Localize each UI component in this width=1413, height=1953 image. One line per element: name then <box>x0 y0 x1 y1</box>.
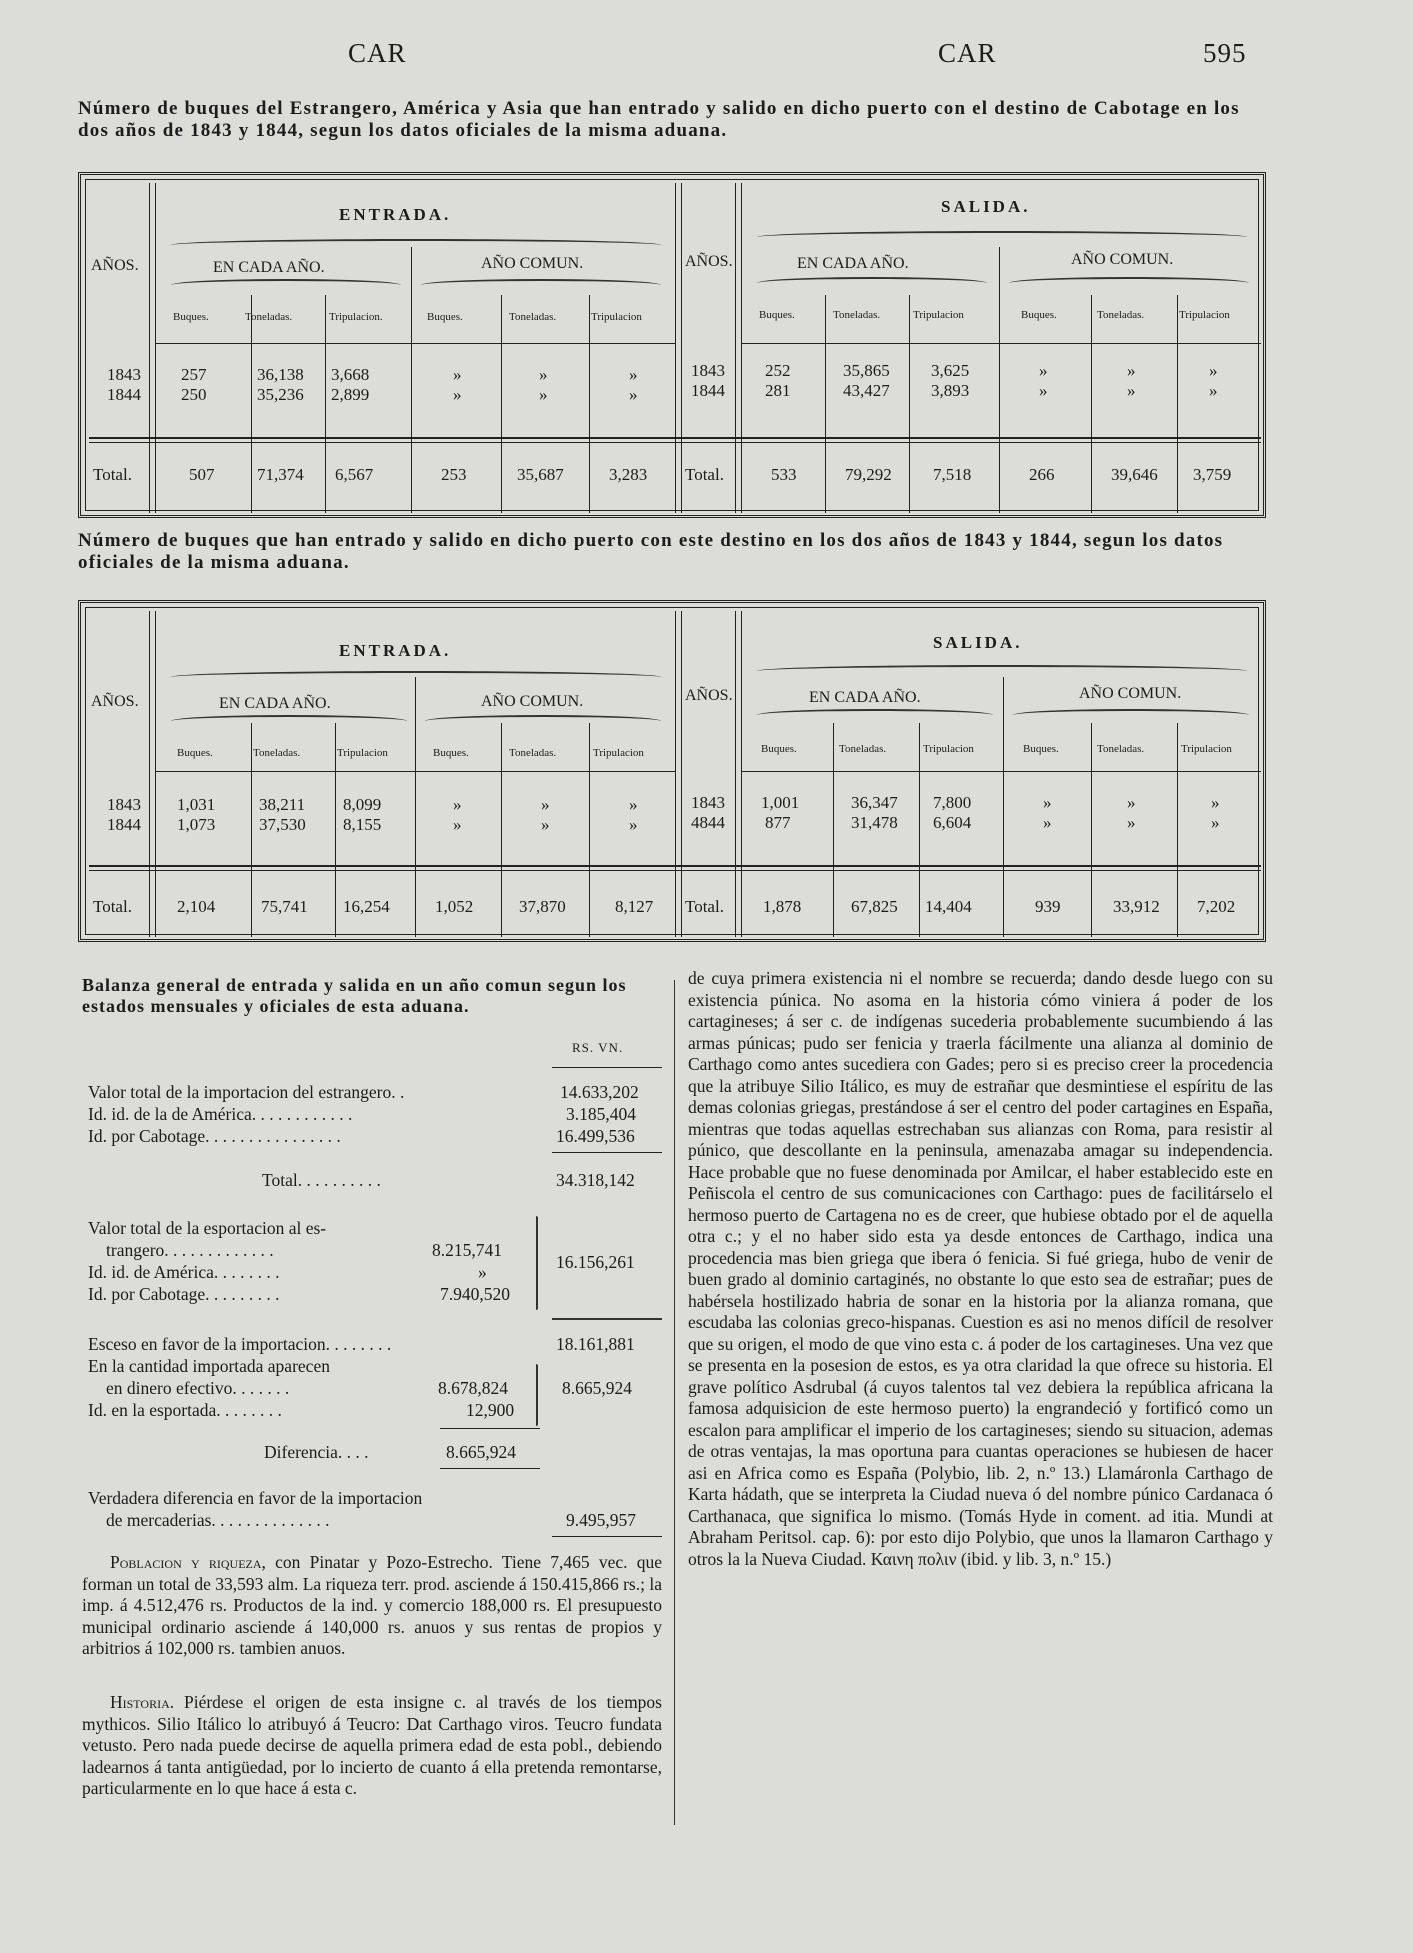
t1-anos-right: AÑOS. <box>685 253 733 270</box>
balanza-unit: RS. VN. <box>572 1040 624 1055</box>
t2-e-cell: » <box>541 795 550 814</box>
t2-e-cell: 8,099 <box>343 795 382 814</box>
t1-e-total: 35,687 <box>517 465 564 484</box>
t2-e-cell: » <box>629 815 638 834</box>
t1-salida-label: SALIDA. <box>941 197 1031 216</box>
t2-e-cell: » <box>541 815 550 834</box>
t2-e-cell: 8,155 <box>343 815 382 834</box>
t1-total-label-right: Total. <box>685 465 724 484</box>
table2-title: Número de buques que han entrado y salido en dicho puerto con este destino en los dos años de 1843 y 1844, segun los datos oficiales de la misma aduana. <box>78 530 1224 573</box>
t1-syear-1: 1843 <box>691 361 725 380</box>
t1-h-trip-4: Tripulacion <box>1179 309 1230 321</box>
t2-year-1: 1843 <box>107 795 141 814</box>
t2-h-trip-4: Tripulacion <box>1181 743 1232 755</box>
t1-e-cell: 36,138 <box>257 365 304 384</box>
exceso-value: 18.161,881 <box>556 1334 635 1354</box>
poblacion-paragraph <box>82 1552 662 1660</box>
t1-e-cell: » <box>539 365 548 384</box>
exp-label-4: Id. por Cabotage. . . . . . . . . <box>88 1284 280 1304</box>
t1-e-total: 6,567 <box>335 465 374 484</box>
t1-s-cell: » <box>1127 361 1136 380</box>
t1-year-1: 1843 <box>107 365 141 384</box>
t2-h-ton-2: Toneladas. <box>509 747 557 759</box>
t1-e-total: 507 <box>189 465 215 484</box>
t2-year-2: 1844 <box>107 815 141 834</box>
t2-e-total: 1,052 <box>435 897 474 916</box>
t2-s-cell: » <box>1127 793 1136 812</box>
t2-e-total: 37,870 <box>519 897 566 916</box>
t1-e-total: 253 <box>441 465 467 484</box>
t2-s-cell: » <box>1211 813 1220 832</box>
t1-h-ton-2: Toneladas. <box>509 311 557 323</box>
t1-e-total: 3,283 <box>609 465 648 484</box>
t2-e-cell: 1,031 <box>177 795 216 814</box>
t2-e-cell: 37,530 <box>259 815 306 834</box>
t1-h-ton-4: Toneladas. <box>1097 309 1145 321</box>
t2-s-cell: 36,347 <box>851 793 898 812</box>
t2-syear-1: 1843 <box>691 793 725 812</box>
t1-e-cell: 35,236 <box>257 385 304 404</box>
page-number: 595 <box>1203 38 1247 68</box>
t1-entrada-label: ENTRADA. <box>339 205 452 224</box>
exp-total: 16.156,261 <box>556 1252 635 1272</box>
t2-h-ton-3: Toneladas. <box>839 743 887 755</box>
t1-e-cell: » <box>629 385 638 404</box>
t1-e-cell: » <box>539 385 548 404</box>
t1-h-ton-3: Toneladas. <box>833 309 881 321</box>
balanza-title: Balanza general de entrada y salida en un año comun segun los estados mensuales y oficiales de esta aduana. <box>82 975 627 1016</box>
t2-e-total: 2,104 <box>177 897 216 916</box>
t1-h-buques-4: Buques. <box>1021 309 1057 321</box>
t1-s-cell: 3,893 <box>931 381 970 400</box>
table1 <box>78 172 1266 518</box>
t2-s-cell: 1,001 <box>761 793 800 812</box>
header-left-word: CAR <box>348 38 407 68</box>
t1-h-buques-3: Buques. <box>759 309 795 321</box>
t2-h-ton-4: Toneladas. <box>1097 743 1145 755</box>
t1-comun-right: AÑO COMUN. <box>1071 251 1174 268</box>
t2-s-cell: 7,800 <box>933 793 972 812</box>
t1-s-cell: 252 <box>765 361 791 380</box>
t2-e-cell: » <box>629 795 638 814</box>
t1-cada-right: EN CADA AÑO. <box>797 255 909 272</box>
t1-s-total: 7,518 <box>933 465 972 484</box>
t1-s-cell: 35,865 <box>843 361 890 380</box>
t1-anos-left: AÑOS. <box>91 257 139 274</box>
diferencia-value: 8.665,924 <box>446 1442 516 1462</box>
t2-entrada-label: ENTRADA. <box>339 641 452 660</box>
t2-e-total: 75,741 <box>261 897 308 916</box>
diferencia-label: Diferencia. . . . <box>264 1442 369 1462</box>
dinero-value-3: 12,900 <box>466 1400 515 1420</box>
t2-s-cell: » <box>1043 793 1052 812</box>
t2-h-ton-1: Toneladas. <box>253 747 301 759</box>
historia-paragraph <box>82 1692 662 1800</box>
t2-h-trip-2: Tripulacion <box>593 747 644 759</box>
t2-h-trip-1: Tripulacion <box>337 747 388 759</box>
t2-s-total: 1,878 <box>763 897 802 916</box>
t2-s-total: 7,202 <box>1197 897 1236 916</box>
t2-total-label-left: Total. <box>93 897 132 916</box>
t2-e-cell: » <box>453 795 462 814</box>
t1-e-cell: 257 <box>181 365 207 384</box>
t2-h-buques-3: Buques. <box>761 743 797 755</box>
verdadera-label-2: de mercaderias. . . . . . . . . . . . . . <box>106 1510 330 1530</box>
t2-comun-right: AÑO COMUN. <box>1079 685 1182 702</box>
t1-e-cell: » <box>629 365 638 384</box>
header-center-word: CAR <box>938 38 997 68</box>
t2-anos-right: AÑOS. <box>685 687 733 704</box>
t2-s-cell: 6,604 <box>933 813 972 832</box>
verdadera-value: 9.495,957 <box>566 1510 636 1530</box>
t1-h-ton-1: Toneladas. <box>245 311 293 323</box>
t2-e-total: 16,254 <box>343 897 390 916</box>
t1-h-buques-1: Buques. <box>173 311 209 323</box>
t2-h-buques-4: Buques. <box>1023 743 1059 755</box>
exp-value-4: 7.940,520 <box>440 1284 510 1304</box>
t1-e-cell: » <box>453 365 462 384</box>
t2-s-cell: » <box>1211 793 1220 812</box>
t2-h-trip-3: Tripulacion <box>923 743 974 755</box>
t1-s-total: 39,646 <box>1111 465 1158 484</box>
t1-s-cell: » <box>1209 381 1218 400</box>
t1-s-cell: » <box>1209 361 1218 380</box>
t1-e-cell: 250 <box>181 385 207 404</box>
right-column-text: de cuya primera existencia ni el nombre se recuerda; dando desde luego con su existencia púnica. No asoma en la historia cómo viniera á poder de los cartagineses; á ser c. de indígenas sucederia probablemente sucumbiendo á las armas púnicas; pudo ser fenicia y traerla fácilmente una alianza al dominio de Carthago como antes sucediera con Gades; pero si es preciso creer la procedencia que la atribuye Silio Itálico, es muy de estrañar que desmintiese el espíritu de las demas colonias griegas, prestándose á ser el centro del poder cartagines en España, mientras que todas aquellas estrechaban sus alianzas con Roma, para resistir al púnico, que descollante en la peninsula, amenazaba amagar su independencia. Hace probable que no fuese denominada por Amilcar, el haber establecido este en Peñiscola el centro de sus comunicaciones con Carthago: pues de facilitárselo el hermoso puerto de Cartagena no es de creer, que hubiese obtado por el de aquella otra c.; y el no haber sido esta ya desde entonces de Carthago, indica una procedencia mas bien griega que ibera ó fenicia. Si fué griega, hubo de venir de buen grado al dominio cartaginés, no obstante lo que esto sea de estrañar; pues de habérsela hostilizado habria de sonar en la historia por la alianza romana, que escudaba las colonias greco-hispanas. Cuestion es asi no menos difícil de resolver que su origen, el modo de que vino esta c. á poder de los cartagineses. Una vez que se presenta en la posesion de estos, es ya otra claridad la que ofrece su historia. El grave político Asdrubal (á cuyos talentos tal vez debiera la república africana la famosa adquisicion de este hermoso puerto) la engrandeció y fortificó como un escalon para amplificar el imperio de los cartagineses; siendo su situacion, ademas de otras ventajas, la mas oportuna para cuantas operaciones se hubiesen de hacer asi en Africa como es España (Polybio, lib. 2, n.º 13.) Llamáronla Carthago de Karta hádath, que se interpreta la Ciudad nueva ó del nombre púnico Cardanaca ó Carthanaca, que significa lo mismo. (Tomás Hyde in coment. ad itia. Mundi at Abraham Peritsol. cap. 6): por esto dijo Polybio, que unos la llamaron Carthago y otros la la Nueva Ciudad. Καινη πολιν (ibid. y lib. 3, n.º 15.) <box>688 968 1273 1569</box>
exp-label-3: Id. id. de América. . . . . . . . <box>88 1262 280 1282</box>
column-divider <box>674 980 675 1825</box>
t1-e-cell: 2,899 <box>331 385 370 404</box>
t1-e-cell: 3,668 <box>331 365 370 384</box>
exceso-label: Esceso en favor de la importacion. . . . . . . . <box>88 1334 392 1354</box>
t1-h-buques-2: Buques. <box>427 311 463 323</box>
imp-row-value: 14.633,202 <box>560 1082 639 1102</box>
historia-text: Piérdese el origen de esta insigne c. al través de los tiempos mythicos. Silio Itálico lo atribuyó á Teucro: Dat Carthago viros. Teucro fundata vetusto. Pero nada puede decirse de aquella primera edad de esta pobl., debiendo ladearnos á tanta antigüedad, por lo incierto de cuanto á ella pretenda remontarse, particularmente en lo que hace á esta c. <box>82 1692 662 1798</box>
t1-cada-left: EN CADA AÑO. <box>213 259 325 276</box>
t1-e-cell: » <box>453 385 462 404</box>
verdadera-label-1: Verdadera diferencia en favor de la importacion <box>88 1488 423 1508</box>
table1-title: Número de buques del Estrangero, América y Asia que han entrado y salido en dicho puerto con el destino de Cabotage en los dos años de 1843 y 1844, segun los datos oficiales de la misma aduana. <box>78 98 1240 141</box>
imp-row-label: Id. por Cabotage. . . . . . . . . . . . . . . . <box>88 1126 341 1146</box>
t1-syear-2: 1844 <box>691 381 725 400</box>
dinero-total: 8.665,924 <box>562 1378 632 1398</box>
t2-cada-right: EN CADA AÑO. <box>809 689 921 706</box>
exp-label-1: Valor total de la esportacion al es- <box>88 1218 327 1238</box>
t2-h-buques-1: Buques. <box>177 747 213 759</box>
t2-salida-label: SALIDA. <box>933 633 1023 652</box>
dinero-label-3: Id. en la esportada. . . . . . . . <box>88 1400 282 1420</box>
t2-h-buques-2: Buques. <box>433 747 469 759</box>
t2-s-total: 939 <box>1035 897 1061 916</box>
t1-total-label-left: Total. <box>93 465 132 484</box>
t2-s-total: 33,912 <box>1113 897 1160 916</box>
t1-s-cell: 3,625 <box>931 361 970 380</box>
t2-e-cell: » <box>453 815 462 834</box>
imp-row-value: 3.185,404 <box>566 1104 636 1124</box>
imp-row-label: Valor total de la importacion del estrangero. . <box>88 1082 405 1102</box>
t1-comun-left: AÑO COMUN. <box>481 255 584 272</box>
t1-year-2: 1844 <box>107 385 141 404</box>
poblacion-heading: Poblacion y riqueza <box>110 1552 262 1572</box>
t2-s-total: 14,404 <box>925 897 972 916</box>
t2-s-cell: 31,478 <box>851 813 898 832</box>
exp-value-1: 8.215,741 <box>432 1240 502 1260</box>
exp-value-3: » <box>478 1262 487 1282</box>
t1-s-total: 79,292 <box>845 465 892 484</box>
t1-s-cell: » <box>1039 361 1048 380</box>
t1-s-cell: » <box>1039 381 1048 400</box>
dinero-label-1: En la cantidad importada aparecen <box>88 1356 330 1376</box>
t1-s-cell: » <box>1127 381 1136 400</box>
t2-e-total: 8,127 <box>615 897 654 916</box>
table2 <box>78 600 1266 942</box>
imp-row-value: 16.499,536 <box>556 1126 635 1146</box>
t2-total-label-right: Total. <box>685 897 724 916</box>
imp-row-label: Id. id. de la de América. . . . . . . . . . . . <box>88 1104 353 1124</box>
t2-s-cell: 877 <box>765 813 791 832</box>
t1-h-trip-3: Tripulacion <box>913 309 964 321</box>
t1-s-total: 266 <box>1029 465 1055 484</box>
t2-s-cell: » <box>1127 813 1136 832</box>
dinero-label-2: en dinero efectivo. . . . . . . <box>106 1378 290 1398</box>
t1-h-trip-2: Tripulacion <box>591 311 642 323</box>
t2-s-cell: » <box>1043 813 1052 832</box>
t1-e-total: 71,374 <box>257 465 304 484</box>
t1-s-cell: 281 <box>765 381 791 400</box>
t2-comun-left: AÑO COMUN. <box>481 693 584 710</box>
t2-e-cell: 1,073 <box>177 815 216 834</box>
imp-total-value: 34.318,142 <box>556 1170 635 1190</box>
t2-e-cell: 38,211 <box>259 795 306 814</box>
historia-heading: Historia. <box>110 1692 175 1712</box>
poblacion-text: , con Pinatar y Pozo-Estrecho. Tiene 7,465 vec. que forman un total de 33,593 alm. La riqueza terr. prod. asciende á 150.415,866 rs.; la imp. á 4.512,476 rs. Productos de la ind. y comercio 188,000 rs. El presupuesto municipal ordinario asciende á 140,000 rs. anuos y sus rentas de propios y arbitrios á 102,000 rs. tambien anuos. <box>82 1552 662 1658</box>
t1-s-total: 3,759 <box>1193 465 1232 484</box>
imp-total-label: Total. . . . . . . . . . <box>262 1170 381 1190</box>
t2-anos-left: AÑOS. <box>91 693 139 710</box>
exp-label-2: trangero. . . . . . . . . . . . . <box>106 1240 274 1260</box>
t1-h-trip-1: Tripulacion. <box>329 311 383 323</box>
dinero-value-2: 8.678,824 <box>438 1378 508 1398</box>
t2-syear-2: 4844 <box>691 813 725 832</box>
t2-s-total: 67,825 <box>851 897 898 916</box>
t2-cada-left: EN CADA AÑO. <box>219 695 331 712</box>
t1-s-cell: 43,427 <box>843 381 890 400</box>
t1-s-total: 533 <box>771 465 797 484</box>
